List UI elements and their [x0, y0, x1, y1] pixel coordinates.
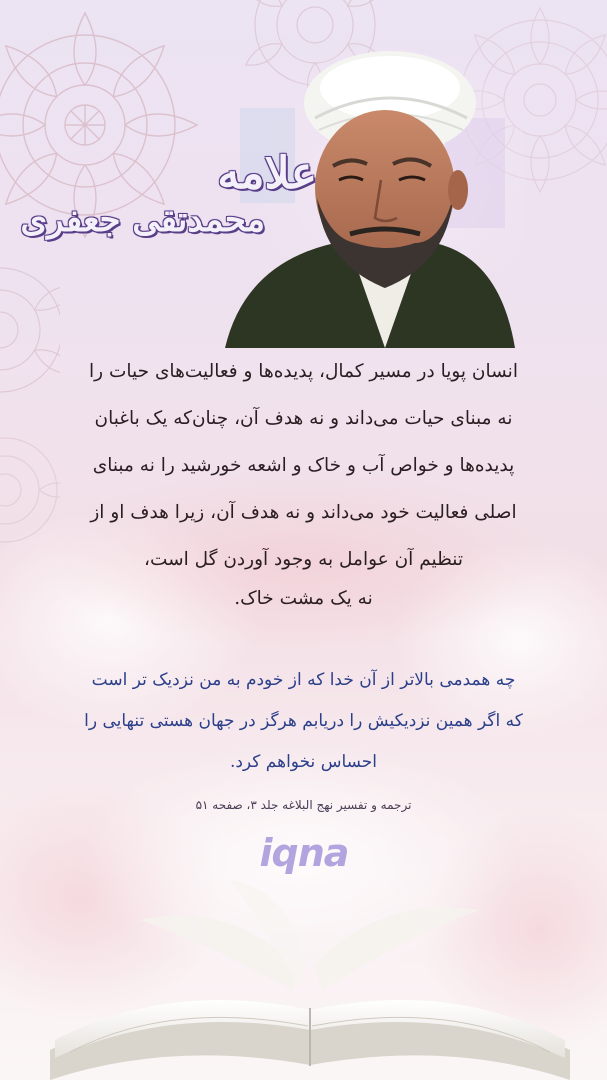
quote-line: احساس نخواهم کرد. — [229, 752, 378, 772]
quote-line: نه مبنای حیات می‌داند و نه هدف آن، چنان‌که یک باغبان — [94, 408, 513, 429]
quote-line: که اگر همین نزدیکیش را دریابم هرگز در جهان هستی تنهایی را — [84, 711, 523, 731]
open-book-illustration — [30, 880, 590, 1080]
quote-line: پدیده‌ها و خواص آب و خاک و اشعه خورشید را نه مبنای — [92, 455, 515, 476]
quote-line: تنظیم آن عوامل به وجود آوردن گل است، — [143, 549, 463, 570]
title-honorific: علامه — [217, 148, 317, 199]
title-block — [20, 148, 335, 268]
quote-line: نه یک مشت خاک. — [234, 588, 373, 609]
quote-line: اصلی فعالیت خود می‌داند و نه هدف آن، زیرا هدف او از — [90, 502, 517, 523]
iqna-logo: iqna — [259, 831, 349, 875]
source-citation: ترجمه و تفسیر نهج البلاغه جلد ۳، صفحه ۵۱ — [195, 798, 412, 812]
quote-line: انسان پویا در مسیر کمال، پدیده‌ها و فعالیت‌های حیات را — [89, 361, 518, 382]
quote-line: چه همدمی بالاتر از آن خدا که از خودم به من نزدیک تر است — [91, 670, 516, 690]
main-quote — [40, 348, 567, 615]
secondary-quote — [55, 660, 552, 783]
title-name: محمدتقی جعفری — [20, 200, 265, 240]
